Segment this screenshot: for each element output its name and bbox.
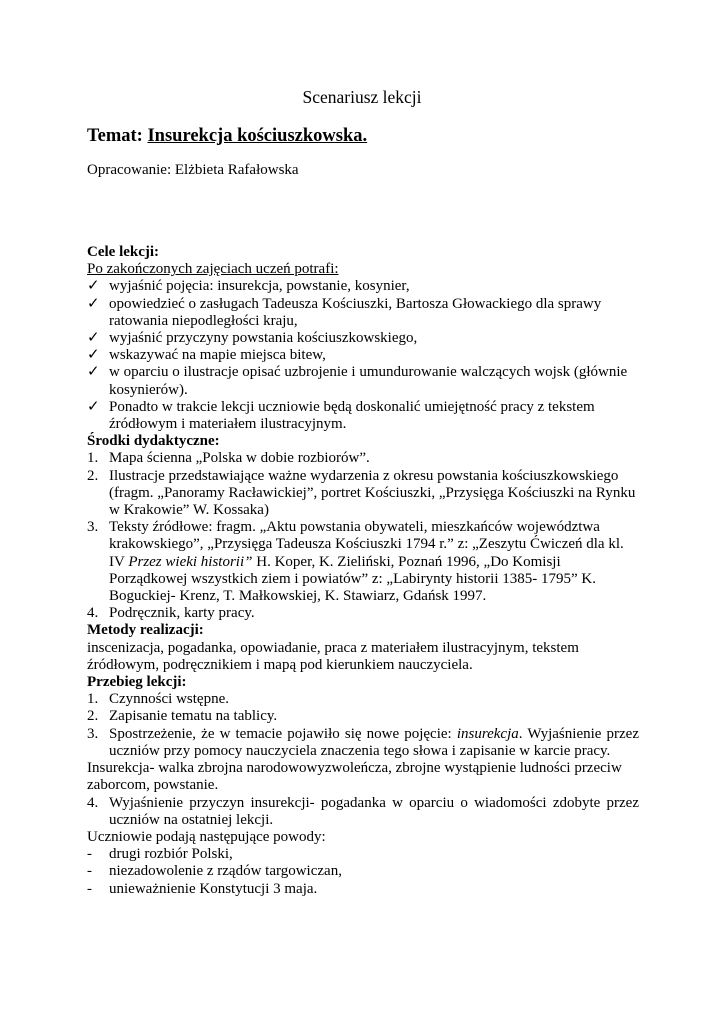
- reason-item: [87, 881, 639, 898]
- topic-label: Temat:: [87, 126, 143, 146]
- item-number: 4.: [87, 794, 99, 811]
- author-line: Opracowanie: Elżbieta Rafałowska: [87, 162, 299, 178]
- item-number: 2.: [87, 708, 99, 725]
- goal-item: [87, 330, 639, 347]
- resource-text: Podręcznik, karty pracy.: [109, 605, 255, 622]
- resource-text: Teksty źródłowe: fragm. „Aktu powstania obywateli, mieszkańców województwa krakowskiego”, „Przysięga Tadeusza Kościuszki 1794 r.” z: „Zeszytu Ćwiczeń dla kl. IV: [109, 519, 624, 570]
- procedure-text: Czynności wstępne.: [109, 691, 229, 708]
- procedure-italic-term: insurekcja: [456, 725, 519, 742]
- topic-value: Insurekcja kościuszkowska.: [147, 126, 368, 146]
- reason-text: unieważnienie Konstytucji 3 maja.: [109, 880, 318, 897]
- dash-bullet: -: [87, 880, 92, 897]
- checkmark-icon: ✓: [87, 364, 100, 381]
- item-number: 3.: [87, 725, 99, 742]
- document-title: Scenariusz lekcji: [302, 87, 422, 107]
- goals-heading: Cele lekcji:: [87, 244, 160, 260]
- goal-text: opowiedzieć o zasługach Tadeusza Kościuszki, Bartosza Głowackiego dla sprawy ratowania niepodległości kraju,: [109, 295, 602, 329]
- item-number: 3.: [87, 519, 99, 536]
- procedure-item: [87, 708, 639, 725]
- procedure-heading: Przebieg lekcji:: [87, 674, 187, 691]
- procedure-text: Wyjaśnienie przyczyn insurekcji- pogadanka w oparciu o wiadomości zdobyte przez uczniów na ostatniej lekcji.: [109, 794, 639, 828]
- item-number: 4.: [87, 605, 99, 622]
- resource-text: Ilustracje przedstawiające ważne wydarzenia z okresu powstania kościuszkowskiego (fragm. „Panoramy Racławickiej”, portret Kościuszki, „Przysięga Kościuszki na Rynku w Krakowie” W. Kossaka): [109, 467, 636, 519]
- reason-item: [87, 846, 639, 863]
- procedure-text: Zapisanie tematu na tablicy.: [109, 708, 278, 725]
- resource-text-cont: H. Koper, K. Zieliński, Poznań 1996, „Do Komisji Porządkowej wszystkich ziem i powiatów” z: „Labirynty historii 1385- 1795” K. Boguckiej- Krenz, T. Małkowskiej, K. Stawiarz, Gdańsk 1997.: [109, 553, 596, 605]
- dash-bullet: -: [87, 863, 92, 880]
- reason-text: niezadowolenie z rządów targowiczan,: [109, 863, 342, 880]
- checkmark-icon: ✓: [87, 330, 100, 347]
- item-number: 1.: [87, 691, 99, 708]
- goal-text: wskazywać na mapie miejsca bitew,: [109, 347, 326, 364]
- reason-text: drugi rozbiór Polski,: [109, 846, 233, 863]
- methods-heading: Metody realizacji:: [87, 622, 204, 639]
- item-number: 1.: [87, 450, 99, 467]
- dash-bullet: -: [87, 846, 92, 863]
- methods-text: inscenizacja, pogadanka, opowiadanie, praca z materiałem ilustracyjnym, tekstem źródłowym, podręcznikiem i mapą pod kierunkiem nauczyciela.: [87, 639, 579, 673]
- goal-item: [87, 347, 639, 364]
- goal-text: w oparciu o ilustracje opisać uzbrojenie i umundurowanie walczących wojsk (głównie kosynierów).: [109, 364, 628, 398]
- procedure-list-cont: [87, 795, 639, 829]
- resources-list: [87, 450, 639, 622]
- goal-item: [87, 296, 639, 330]
- resource-text: Mapa ścienna „Polska w dobie rozbiorów”.: [109, 450, 370, 467]
- goal-text: Ponadto w trakcie lekcji uczniowie będą doskonalić umiejętność pracy z tekstem źródłowym i materiałem ilustracyjnym.: [109, 398, 595, 433]
- goal-item: [87, 278, 639, 295]
- goal-item: [87, 364, 639, 398]
- resource-item: [87, 468, 639, 520]
- checkmark-icon: ✓: [87, 347, 100, 364]
- resources-heading: Środki dydaktyczne:: [87, 433, 220, 450]
- procedure-item: [87, 726, 639, 760]
- procedure-text-cont: . Wyjaśnienie przez uczniów przy pomocy nauczyciela znaczenia tego słowa i zapisanie w karcie pracy.: [109, 725, 639, 759]
- lesson-topic: [87, 126, 367, 147]
- resource-italic-title: Przez wieki historii”: [128, 553, 253, 570]
- checkmark-icon: ✓: [87, 278, 100, 295]
- resource-item: [87, 450, 639, 467]
- goals-intro: Po zakończonych zajęciach uczeń potrafi:: [87, 261, 339, 278]
- procedure-item: [87, 691, 639, 708]
- reasons-intro: Uczniowie podają następujące powody:: [87, 828, 326, 845]
- procedure-list: [87, 691, 639, 760]
- reasons-list: [87, 846, 639, 898]
- goal-text: wyjaśnić przyczyny powstania kościuszkowskiego,: [109, 330, 418, 347]
- procedure-text: Spostrzeżenie, że w temacie pojawiło się nowe pojęcie:: [109, 725, 457, 742]
- checkmark-icon: ✓: [87, 398, 100, 415]
- checkmark-icon: ✓: [87, 295, 100, 312]
- item-number: 2.: [87, 467, 99, 484]
- goals-list: [87, 278, 639, 433]
- reason-item: [87, 863, 639, 880]
- procedure-item: [87, 795, 639, 829]
- goal-item: [87, 399, 639, 433]
- resource-item: [87, 519, 639, 605]
- resource-item: [87, 605, 639, 622]
- definition-text: Insurekcja- walka zbrojna narodowowyzwoleńcza, zbrojne wystąpienie ludności przeciw zaborcom, powstanie.: [87, 760, 622, 794]
- document-body: [87, 244, 639, 898]
- goal-text: wyjaśnić pojęcia: insurekcja, powstanie, kosynier,: [109, 278, 410, 295]
